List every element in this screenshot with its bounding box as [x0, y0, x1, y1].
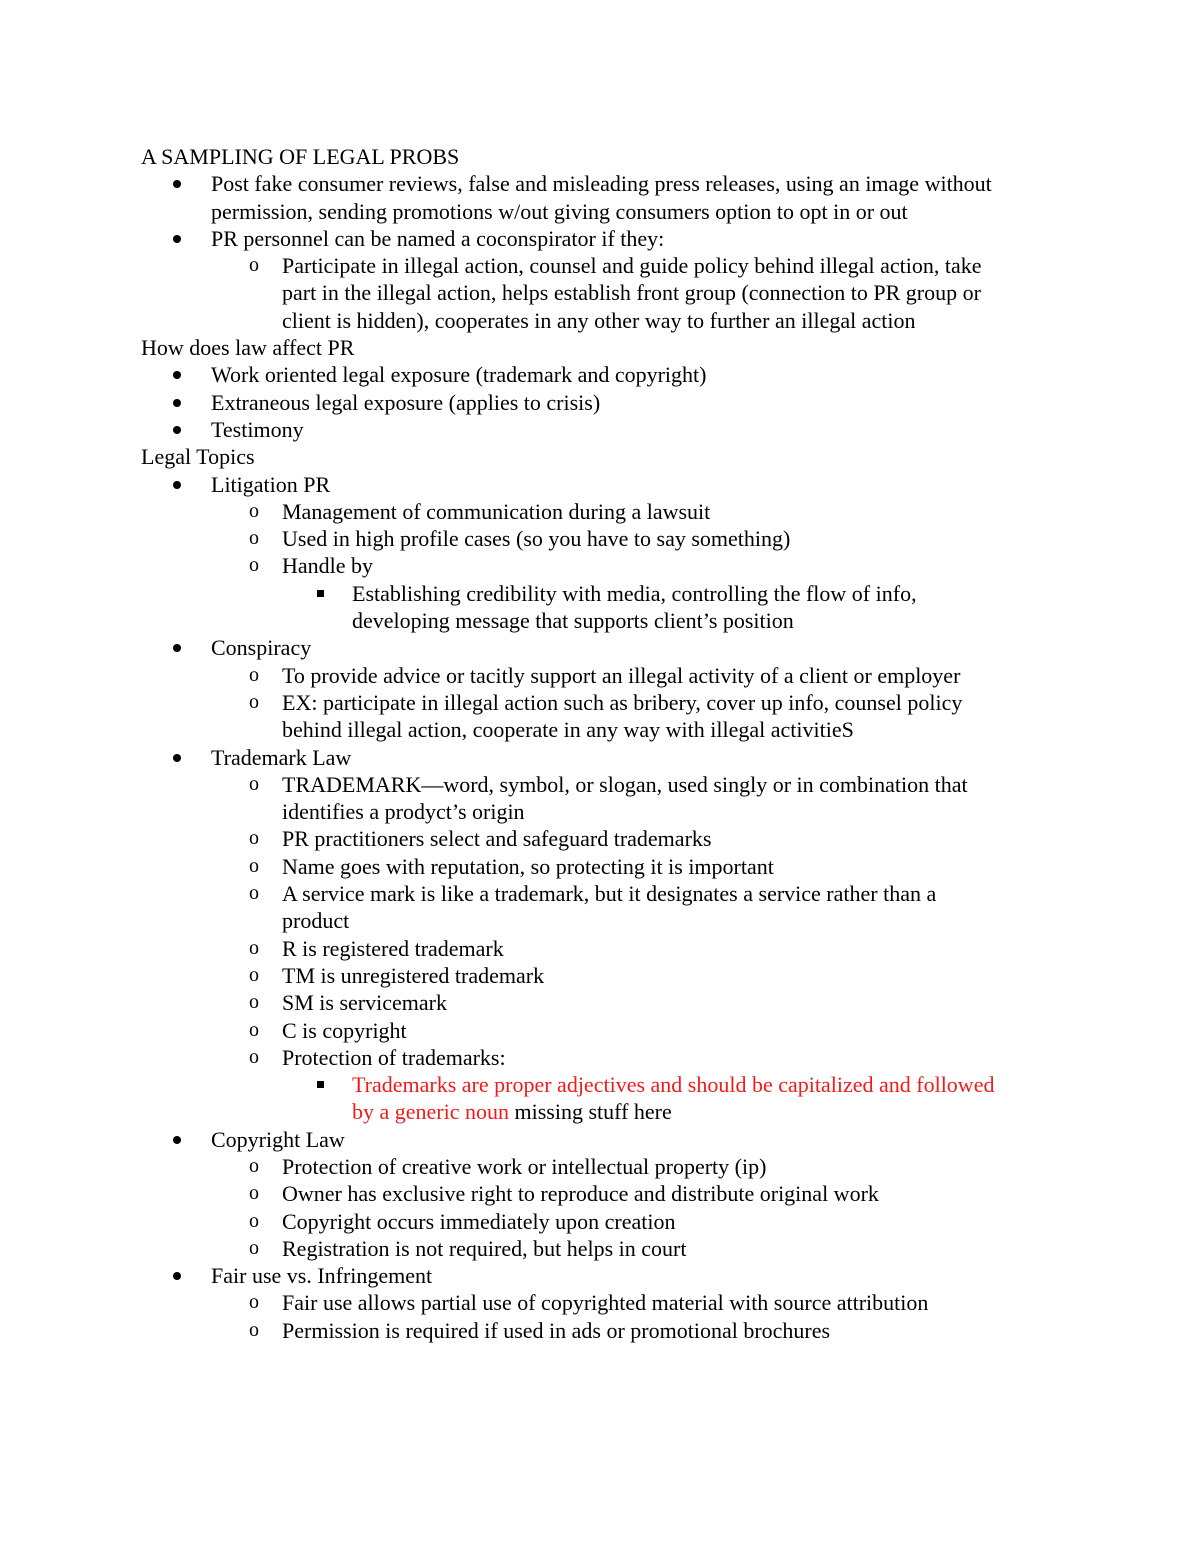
list-item-text: R is registered trademark: [282, 935, 504, 961]
list-item-text: Work oriented legal exposure (trademark and copyright): [211, 362, 707, 388]
list-item-text: missing stuff here: [509, 1099, 672, 1125]
sub-bullet-item: [141, 962, 1061, 989]
document-page: [141, 143, 1061, 1344]
list-item-text: Management of communication during a lawsuit: [282, 498, 711, 524]
sub-sub-bullet-item: [141, 1071, 1061, 1126]
list-item-line: [141, 198, 1061, 225]
list-item-text: TM is unregistered trademark: [282, 962, 545, 988]
list-item-line: [141, 634, 1061, 661]
list-item-line: [141, 170, 1061, 197]
list-item-line: [141, 1098, 1061, 1125]
list-item-text: client is hidden), cooperates in any other way to further an illegal action: [282, 307, 916, 333]
list-item-text: To provide advice or tacitly support an illegal activity of a client or employer: [282, 662, 961, 688]
list-item-line: [141, 1071, 1061, 1098]
list-item-text: Registration is not required, but helps in court: [282, 1235, 687, 1261]
list-item-text: Extraneous legal exposure (applies to crisis): [211, 389, 601, 415]
bullet-item: [141, 634, 1061, 743]
list-item-line: [141, 580, 1061, 607]
sub-bullet-item: [141, 498, 1061, 525]
section: [141, 143, 1061, 334]
list-item-line: [141, 389, 1061, 416]
sub-bullet-item: [141, 689, 1061, 744]
list-item-line: [141, 279, 1061, 306]
list-item-text: Used in high profile cases (so you have to say something): [282, 526, 791, 552]
list-item-line: o SM is servicemark: [249, 990, 447, 1016]
list-item-line: o EX: participate in illegal action such as bribery, cover up info, counsel policy: [249, 689, 963, 715]
list-item-line: [141, 607, 1061, 634]
sub-bullet-item: [141, 825, 1061, 852]
sub-bullet-item: [141, 1180, 1061, 1207]
list-item-line: [141, 307, 1061, 334]
list-item-text: Protection of creative work or intellectual property (ip): [282, 1153, 767, 1179]
list-item-text: part in the illegal action, helps establish front group (connection to PR group or: [282, 280, 981, 306]
sub-bullet-item: [141, 1317, 1061, 1344]
bullet-item: [141, 744, 1061, 1126]
section-heading: Legal Topics: [141, 444, 255, 470]
highlighted-text: Trademarks are proper adjectives and should be capitalized and followed: [352, 1072, 995, 1098]
list-item-text: identifies a prodyct’s origin: [282, 799, 525, 825]
list-item-line: o Registration is not required, but helps in court: [249, 1235, 687, 1261]
sub-bullet-item: [141, 989, 1061, 1016]
sub-bullet-item: [141, 662, 1061, 689]
list-item-line: [141, 1126, 1061, 1153]
bullet-item: [141, 361, 1061, 388]
list-item-text: Fair use vs. Infringement: [211, 1263, 433, 1289]
list-item-line: o Used in high profile cases (so you have to say something): [249, 526, 791, 552]
highlighted-text: by a generic noun: [352, 1099, 509, 1125]
section: [141, 443, 1061, 1344]
sub-bullet-item: [141, 1044, 1061, 1126]
list-item-text: Post fake consumer reviews, false and misleading press releases, using an image without: [211, 171, 992, 197]
list-item-text: Owner has exclusive right to reproduce and distribute original work: [282, 1181, 879, 1207]
list-item-text: developing message that supports client’s position: [352, 608, 794, 634]
list-item-text: TRADEMARK—word, symbol, or slogan, used singly or in combination that: [282, 771, 968, 797]
list-item-text: Trademark Law: [211, 744, 352, 770]
list-item-line: o PR practitioners select and safeguard trademarks: [249, 826, 712, 852]
list-item-text: Establishing credibility with media, controlling the flow of info,: [352, 580, 917, 606]
list-item-line: o Owner has exclusive right to reproduce and distribute original work: [249, 1181, 879, 1207]
sub-sub-bullet-item: [141, 580, 1061, 635]
list-item-text: C is copyright: [282, 1017, 407, 1043]
sub-bullet-item: [141, 771, 1061, 826]
sub-bullet-item: [141, 1017, 1061, 1044]
list-item-text: Copyright Law: [211, 1126, 345, 1152]
bullet-item: [141, 471, 1061, 635]
list-item-text: PR practitioners select and safeguard trademarks: [282, 826, 712, 852]
sub-bullet-item: [141, 525, 1061, 552]
list-item-line: [141, 716, 1061, 743]
list-item-text: Permission is required if used in ads or promotional brochures: [282, 1317, 831, 1343]
list-item-text: behind illegal action, cooperate in any way with illegal activitieS: [282, 717, 854, 743]
list-item-text: SM is servicemark: [282, 990, 447, 1016]
list-item-text: Testimony: [211, 416, 304, 442]
list-item-line: [141, 1262, 1061, 1289]
list-item-line: [141, 225, 1061, 252]
sub-bullet-item: [141, 1235, 1061, 1262]
list-item-line: [141, 471, 1061, 498]
list-item-line: o Protection of trademarks:: [249, 1044, 506, 1070]
list-item-line: o R is registered trademark: [249, 935, 504, 961]
list-item-text: product: [282, 908, 350, 934]
list-item-line: o Copyright occurs immediately upon creation: [249, 1208, 676, 1234]
list-item-text: Fair use allows partial use of copyrighted material with source attribution: [282, 1290, 929, 1316]
sub-bullet-item: [141, 880, 1061, 935]
list-item-line: o Name goes with reputation, so protecting it is important: [249, 853, 774, 879]
section-heading: A SAMPLING OF LEGAL PROBS: [141, 144, 460, 169]
sub-bullet-item: [141, 1153, 1061, 1180]
list-item-text: Name goes with reputation, so protecting it is important: [282, 853, 774, 879]
section: [141, 334, 1061, 443]
sub-bullet-item: [141, 552, 1061, 634]
list-item-text: EX: participate in illegal action such as bribery, cover up info, counsel policy: [282, 689, 963, 715]
section-heading: How does law affect PR: [141, 335, 355, 361]
list-item-line: [141, 907, 1061, 934]
list-item-line: o To provide advice or tacitly support an illegal activity of a client or employer: [249, 662, 961, 688]
sub-bullet-item: [141, 1208, 1061, 1235]
bullet-item: [141, 389, 1061, 416]
list-item-line: [141, 798, 1061, 825]
list-item-line: o C is copyright: [249, 1017, 407, 1043]
list-item-line: o Handle by: [249, 553, 374, 579]
list-item-line: o Permission is required if used in ads or promotional brochures: [249, 1317, 831, 1343]
list-item-text: Handle by: [282, 553, 374, 579]
list-item-text: Conspiracy: [211, 635, 312, 661]
list-item-line: o A service mark is like a trademark, but it designates a service rather than a: [249, 881, 937, 907]
bullet-item: [141, 225, 1061, 334]
list-item-text: Participate in illegal action, counsel and guide policy behind illegal action, take: [282, 253, 982, 279]
bullet-item: [141, 1126, 1061, 1262]
list-item-line: o Fair use allows partial use of copyrighted material with source attribution: [249, 1290, 929, 1316]
list-item-line: o Participate in illegal action, counsel and guide policy behind illegal action, take: [249, 253, 982, 279]
list-item-line: o TM is unregistered trademark: [249, 962, 545, 988]
bullet-item: [141, 170, 1061, 225]
list-item-text: A service mark is like a trademark, but it designates a service rather than a: [282, 881, 937, 907]
sub-bullet-item: [141, 252, 1061, 334]
list-item-text: permission, sending promotions w/out giving consumers option to opt in or out: [211, 198, 908, 224]
list-item-text: Protection of trademarks:: [282, 1044, 506, 1070]
bullet-item: [141, 416, 1061, 443]
list-item-line: o TRADEMARK—word, symbol, or slogan, used singly or in combination that: [249, 771, 968, 797]
list-item-line: o Management of communication during a lawsuit: [249, 498, 711, 524]
list-item-line: [141, 744, 1061, 771]
sub-bullet-item: [141, 853, 1061, 880]
list-item-text: Litigation PR: [211, 471, 331, 497]
bullet-item: [141, 1262, 1061, 1344]
list-item-text: Copyright occurs immediately upon creation: [282, 1208, 676, 1234]
sub-bullet-item: [141, 1289, 1061, 1316]
list-item-line: [141, 361, 1061, 388]
list-item-line: [141, 416, 1061, 443]
list-item-line: o Protection of creative work or intellectual property (ip): [249, 1153, 767, 1179]
list-item-text: PR personnel can be named a coconspirator if they:: [211, 225, 665, 251]
sub-bullet-item: [141, 935, 1061, 962]
